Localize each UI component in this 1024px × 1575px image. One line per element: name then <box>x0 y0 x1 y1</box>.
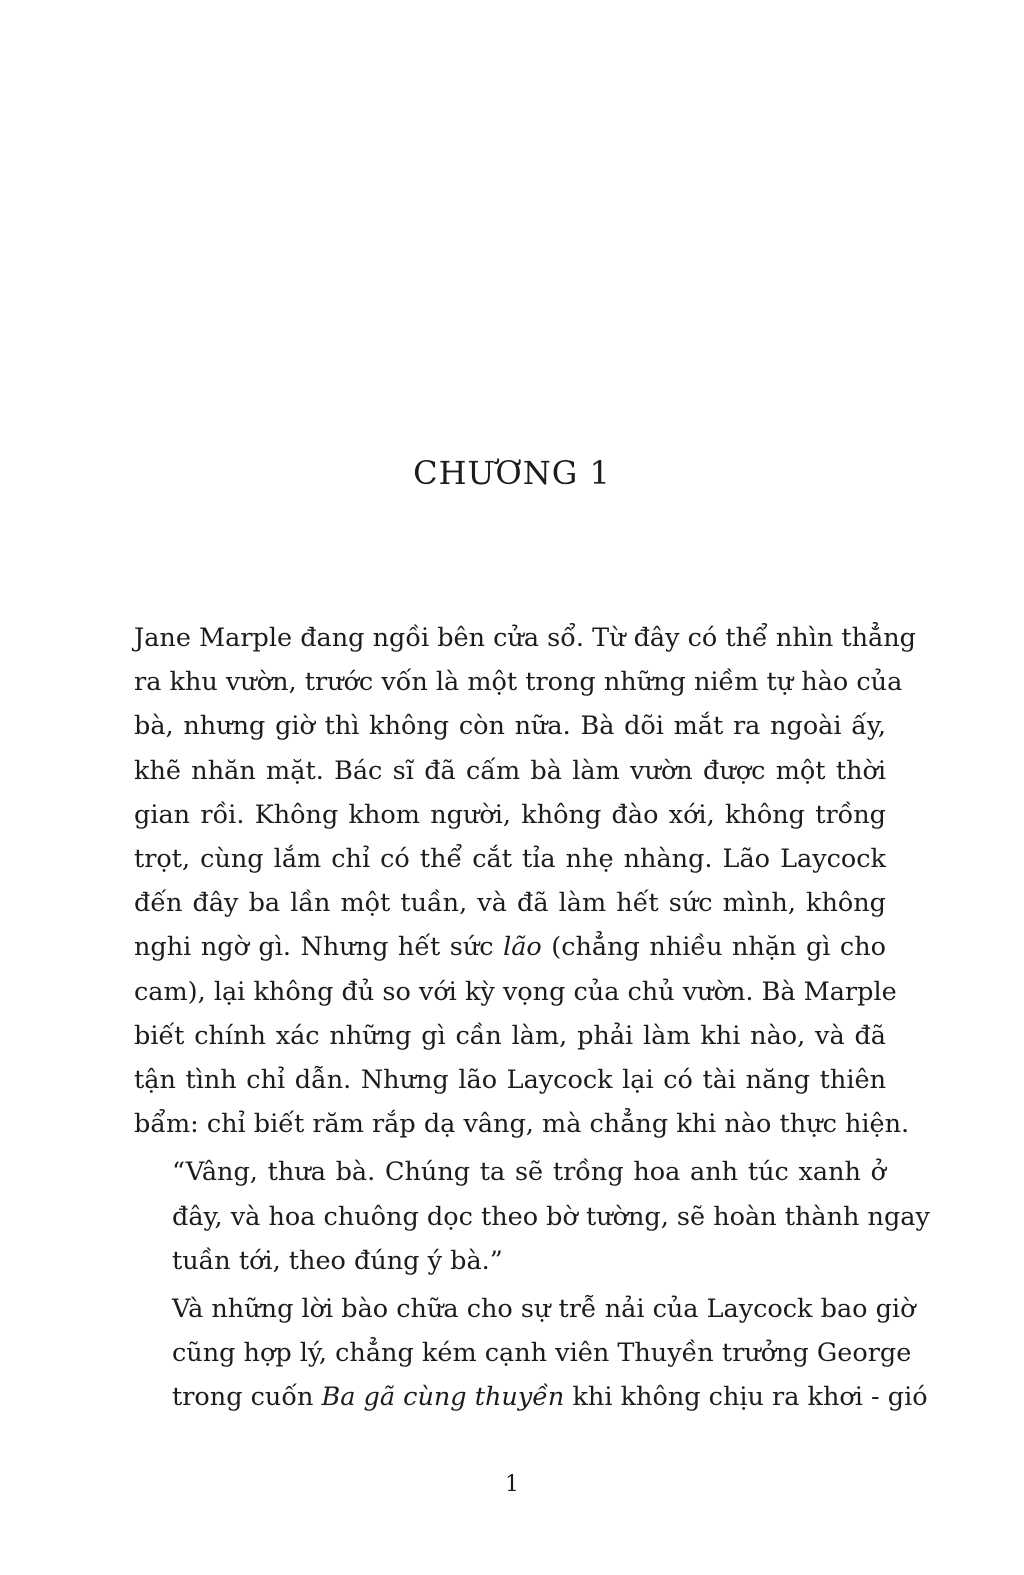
text-line <box>134 925 886 969</box>
chapter-title: CHƯƠNG 1 <box>413 454 611 492</box>
page-number: 1 <box>505 1472 519 1497</box>
text-line: tận tình chỉ dẫn. Nhưng lão Laycock lại có tài năng thiên <box>134 1065 886 1096</box>
text-run: khi không chịu ra khơi - gió <box>564 1382 928 1413</box>
text-run: (chẳng nhiều nhặn gì cho <box>541 932 886 963</box>
chapter-body <box>134 616 930 1424</box>
text-line: tuần tới, theo đúng ý bà.” <box>172 1245 503 1276</box>
paragraph-2 <box>134 1150 930 1283</box>
text-line: ra khu vườn, trước vốn là một trong những niềm tự hào của <box>134 667 903 698</box>
italic-word: lão <box>503 932 542 963</box>
text-line: biết chính xác những gì cần làm, phải làm khi nào, và đã <box>134 1020 886 1051</box>
text-line: Jane Marple đang ngồi bên cửa sổ. Từ đây có thể nhìn thẳng <box>134 623 916 653</box>
text-line <box>134 1375 928 1419</box>
text-line: đây, và hoa chuông dọc theo bờ tường, sẽ hoàn thành ngay <box>172 1201 930 1232</box>
text-line: “Vâng, thưa bà. Chúng ta sẽ trồng hoa anh túc xanh ở <box>172 1157 886 1188</box>
book-title-italic: Ba gã cùng thuyền <box>321 1382 565 1413</box>
text-line: cam), lại không đủ so với kỳ vọng của chủ vườn. Bà Marple <box>134 976 897 1007</box>
paragraph-3 <box>134 1287 928 1420</box>
text-run: trong cuốn <box>172 1382 322 1413</box>
text-line: gian rồi. Không khom người, không đào xới, không trồng <box>134 799 886 830</box>
text-line: bà, nhưng giờ thì không còn nữa. Bà dõi mắt ra ngoài ấy, <box>134 711 886 742</box>
paragraph-1 <box>134 616 916 1146</box>
text-line: Và những lời bào chữa cho sự trễ nải của Laycock bao giờ <box>172 1294 916 1325</box>
text-line: khẽ nhăn mặt. Bác sĩ đã cấm bà làm vườn được một thời <box>134 755 886 786</box>
text-run: nghi ngờ gì. Nhưng hết sức <box>134 932 504 963</box>
text-line: trọt, cùng lắm chỉ có thể cắt tỉa nhẹ nhàng. Lão Laycock <box>134 844 886 875</box>
text-line: bẩm: chỉ biết răm rắp dạ vâng, mà chẳng khi nào thực hiện. <box>134 1109 910 1140</box>
text-line: cũng hợp lý, chẳng kém cạnh viên Thuyền trưởng George <box>172 1338 912 1369</box>
text-line: đến đây ba lần một tuần, và đã làm hết sức mình, không <box>134 888 886 919</box>
